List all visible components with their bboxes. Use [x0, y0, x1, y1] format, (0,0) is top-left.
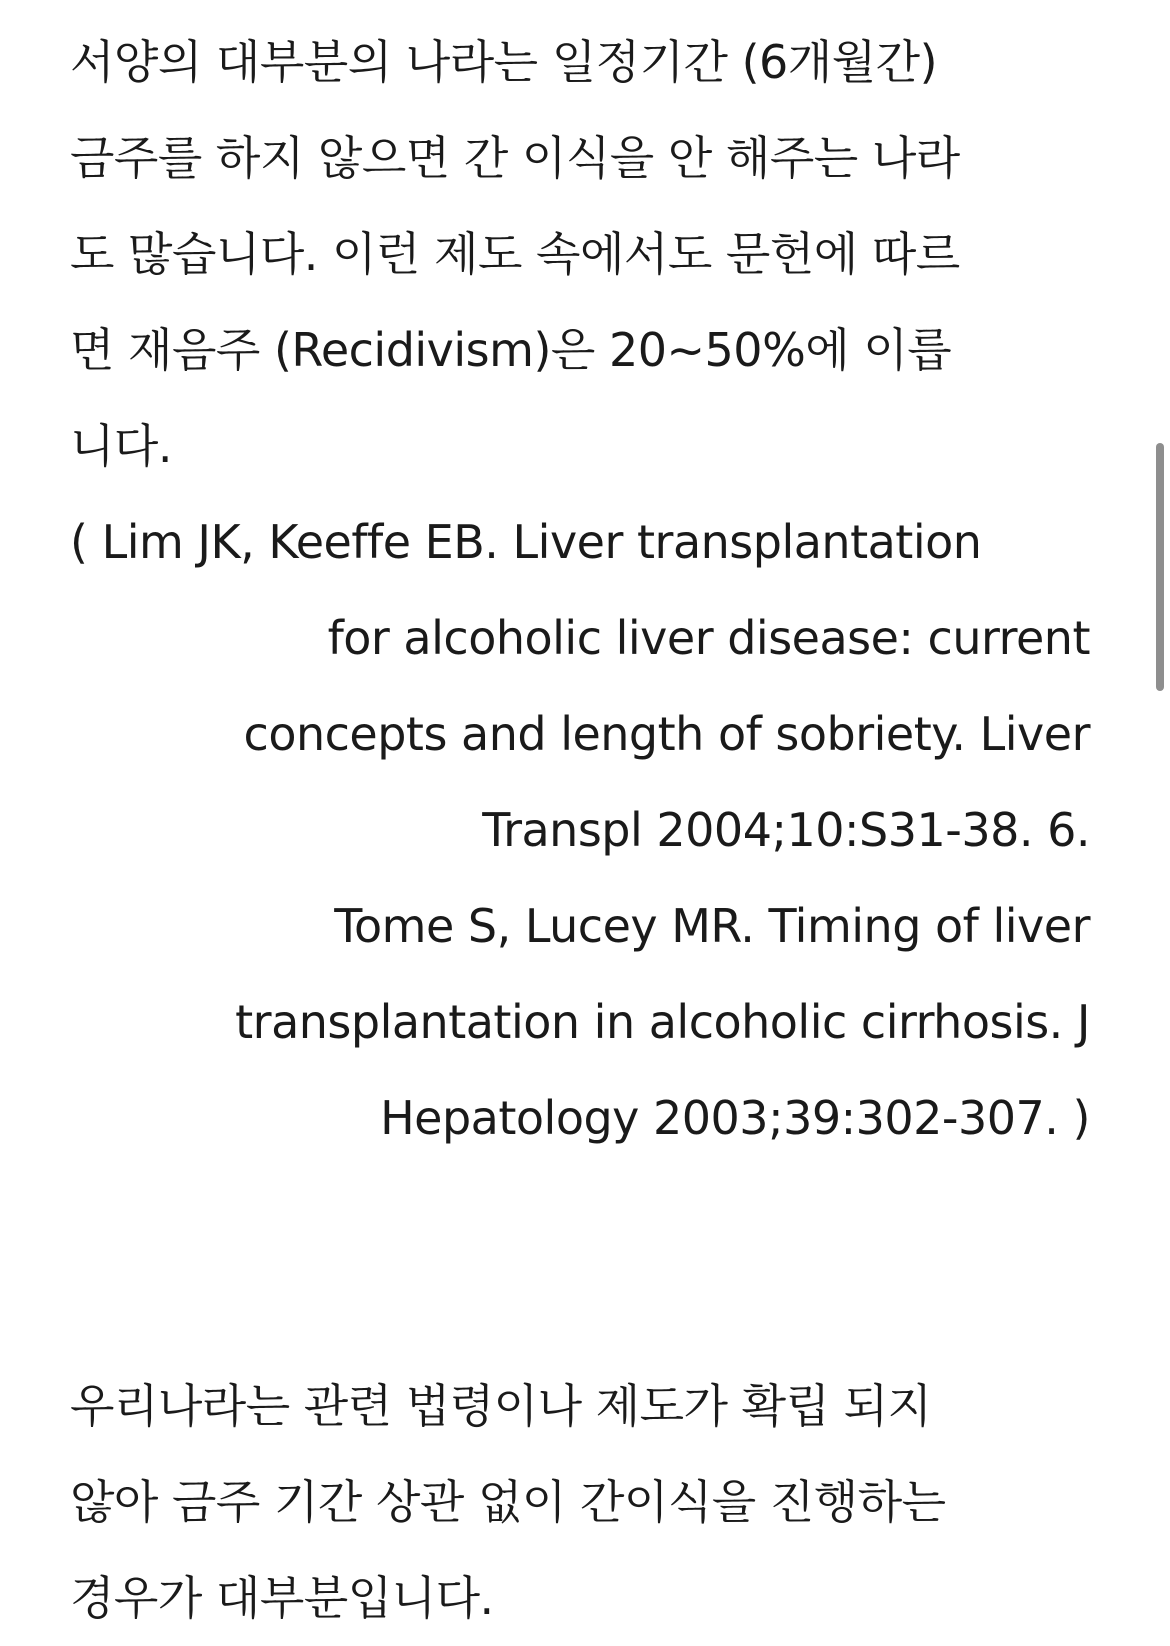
text-line: 우리나라는 관련 법령이나 제도가 확립 되지 — [70, 1379, 932, 1433]
paragraph-recidivism — [70, 14, 1090, 494]
citation — [70, 494, 1090, 1166]
citation-line: Hepatology 2003;39:302-307. ) — [380, 1091, 1090, 1145]
text-line: 도 많습니다. 이런 제도 속에서도 문헌에 따르 — [70, 227, 960, 281]
scrollbar-thumb[interactable] — [1156, 443, 1164, 691]
citation-line: concepts and length of sobriety. Liver — [243, 707, 1090, 761]
citation-line: ( Lim JK, Keeffe EB. Liver transplantation — [70, 515, 982, 569]
text-line: 서양의 대부분의 나라는 일정기간 (6개월간) — [70, 35, 938, 89]
text-line: 경우가 대부분입니다. — [70, 1571, 494, 1625]
citation-line: Transpl 2004;10:S31-38. 6. — [482, 803, 1090, 857]
paragraph-spacer — [70, 1166, 1090, 1358]
paragraph-korea — [70, 1358, 1090, 1646]
text-line: 니다. — [70, 419, 172, 473]
text-line: 면 재음주 (Recidivism)은 20~50%에 이릅 — [70, 323, 952, 377]
text-line: 않아 금주 기간 상관 없이 간이식을 진행하는 — [70, 1475, 946, 1529]
citation-line: transplantation in alcoholic cirrhosis. J — [235, 995, 1090, 1049]
citation-line: for alcoholic liver disease: current — [327, 611, 1090, 665]
text-line: 금주를 하지 않으면 간 이식을 안 해주는 나라 — [70, 131, 960, 185]
citation-line: Tome S, Lucey MR. Timing of liver — [334, 899, 1090, 953]
article-body — [70, 14, 1090, 1646]
